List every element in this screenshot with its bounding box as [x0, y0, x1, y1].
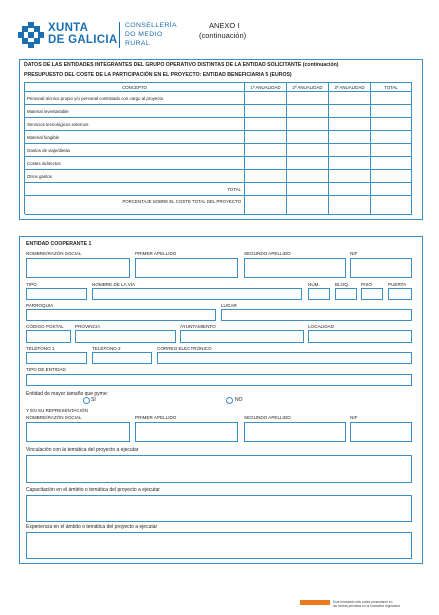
nif-field[interactable] — [350, 258, 412, 278]
num-field[interactable] — [308, 288, 330, 300]
telefono1-field[interactable] — [26, 352, 87, 364]
bloq-field[interactable] — [335, 288, 357, 300]
puerta-field[interactable] — [388, 288, 412, 300]
amount-cell[interactable] — [245, 170, 287, 183]
percent-row-label-text: PORCENTAJE SOBRE EL COSTE TOTAL DEL PROYECTO — [122, 199, 241, 204]
provincia-label: PROVINCIA — [75, 324, 101, 329]
amount-cell[interactable] — [329, 118, 371, 131]
section1-title: DATOS DE LAS ENTIDADES INTEGRANTES DEL GRUPO OPERATIVO DISTINTAS DE LA ENTIDAD SOLICITANTE (continuación) — [24, 62, 339, 68]
rep-nombre-field[interactable] — [26, 422, 130, 442]
xunta-logo-icon — [18, 22, 44, 48]
vinculacion-field[interactable] — [26, 455, 412, 483]
column-header-text: 1ª ANUALIDAD — [250, 85, 281, 90]
anexo-subtitle: (continuación) — [199, 31, 247, 40]
amount-cell[interactable] — [245, 144, 287, 157]
apellido1-label: PRIMER APELLIDO — [135, 251, 177, 256]
mayor-pyme-label: Entidad de mayor tamaño que pyme: — [26, 391, 108, 397]
amount-cell[interactable] — [371, 105, 412, 118]
piso-field[interactable] — [361, 288, 383, 300]
concept-row-text: Gastos de viaje/dietas — [27, 148, 71, 153]
amount-cell[interactable] — [287, 131, 329, 144]
rep-apellido1-field[interactable] — [135, 422, 238, 442]
footer-line2: las formas previstas en la normativa reguladora — [333, 604, 401, 608]
provincia-field[interactable] — [75, 330, 176, 343]
column-header-text: CONCEPTO — [122, 85, 147, 90]
representacion-label: Y EN SU REPRESENTACIÓN — [26, 408, 88, 413]
amount-cell[interactable] — [371, 92, 412, 105]
nombre-via-field[interactable] — [92, 288, 302, 300]
column-header — [25, 83, 245, 92]
amount-cell[interactable] — [371, 157, 412, 170]
column-header — [287, 83, 329, 92]
telefono2-field[interactable] — [92, 352, 152, 364]
amount-cell[interactable] — [329, 131, 371, 144]
nombre-label: NOMBRE/RAZÓN SOCIAL — [26, 251, 82, 256]
vinculacion-label: Vinculación con la temática del proyecto a ejecutar — [26, 447, 139, 453]
column-header — [371, 83, 412, 92]
amount-cell[interactable] — [287, 118, 329, 131]
localidad-label: LOCALIDAD — [308, 324, 335, 329]
experiencia-label: Experiencia en el ámbito o temática del proyecto a ejecutar — [26, 524, 158, 530]
percent-cell[interactable] — [287, 196, 329, 215]
rep-nombre-label: NOMBRE/RAZÓN SOCIAL — [26, 415, 82, 420]
tipo-via-field[interactable] — [26, 288, 87, 300]
capacitacion-field[interactable] — [26, 495, 412, 522]
amount-cell[interactable] — [245, 131, 287, 144]
sede-electronica-icon — [300, 600, 330, 605]
rep-apellido2-field[interactable] — [244, 422, 346, 442]
budget-table — [24, 82, 412, 214]
amount-cell[interactable] — [371, 144, 412, 157]
correo-field[interactable] — [157, 352, 412, 364]
concept-row-text: Personal técnico propio y/o personal contratado con cargo al proyecto — [27, 96, 164, 101]
nombre-via-label: NOMBRE DE LA VÍA — [92, 282, 136, 287]
amount-cell[interactable] — [329, 92, 371, 105]
dept-line2: DO MEDIO — [125, 31, 163, 38]
amount-cell[interactable] — [287, 157, 329, 170]
amount-cell[interactable] — [245, 157, 287, 170]
num-label: NÚM. — [308, 282, 320, 287]
rep-nif-field[interactable] — [350, 422, 412, 442]
concept-row — [25, 144, 245, 157]
total-cell[interactable] — [329, 183, 371, 196]
amount-cell[interactable] — [329, 170, 371, 183]
concept-row-text: Servicios tecnológicos externos — [27, 122, 89, 127]
brand-line1: XUNTA — [48, 22, 89, 34]
column-header — [245, 83, 287, 92]
column-header-text: 2ª ANUALIDAD — [292, 85, 323, 90]
amount-cell[interactable] — [371, 170, 412, 183]
percent-cell[interactable] — [371, 196, 412, 215]
amount-cell[interactable] — [329, 105, 371, 118]
capacitacion-label: Capacitación en el ámbito o temática del proyecto a ejecutar — [26, 487, 160, 493]
concept-row — [25, 92, 245, 105]
rep-apellido2-label: SEGUNDO APELLIDO — [244, 415, 291, 420]
piso-label: PISO — [361, 282, 372, 287]
apellido2-label: SEGUNDO APELLIDO — [244, 251, 291, 256]
amount-cell[interactable] — [371, 131, 412, 144]
parroquia-label: PARROQUIA — [26, 303, 54, 308]
anexo-title: ANEXO I — [209, 21, 240, 30]
cp-field[interactable] — [26, 330, 71, 343]
parroquia-field[interactable] — [26, 309, 216, 321]
total-cell[interactable] — [287, 183, 329, 196]
cp-label: CÓDIGO POSTAL — [26, 324, 64, 329]
lugar-label: LUGAR — [221, 303, 237, 308]
concept-row — [25, 157, 245, 170]
amount-cell[interactable] — [329, 144, 371, 157]
amount-cell[interactable] — [287, 105, 329, 118]
tipo-entidad-field[interactable] — [26, 374, 412, 386]
no-radio[interactable] — [226, 397, 233, 404]
tipo-label: TIPO — [26, 282, 37, 287]
percent-cell[interactable] — [245, 196, 287, 215]
column-header-text: TOTAL — [384, 85, 398, 90]
apellido1-field[interactable] — [135, 258, 238, 278]
header-divider — [119, 22, 120, 48]
concept-row-text: Costes indirectos — [27, 161, 61, 166]
si-label: SÍ — [91, 397, 96, 403]
percent-cell[interactable] — [329, 196, 371, 215]
tipo-entidad-label: TIPO DE ENTIDAD — [26, 367, 66, 372]
total-cell[interactable] — [371, 183, 412, 196]
concept-row — [25, 105, 245, 118]
concept-row-text: Otros gastos — [27, 174, 52, 179]
percent-row-label — [25, 196, 245, 215]
ayuntamiento-label: AYUNTAMIENTO — [180, 324, 216, 329]
dept-line1: CONSELLERÍA — [125, 22, 177, 29]
concept-row-text: Material inventariable — [27, 109, 69, 114]
footer-line1: Este formulario sólo podrá presentarse en — [333, 600, 393, 604]
apellido2-field[interactable] — [244, 258, 346, 278]
lugar-field[interactable] — [221, 309, 412, 321]
experiencia-field[interactable] — [26, 532, 412, 559]
telefono2-label: TELÉFONO 2 — [92, 346, 121, 351]
nombre-field[interactable] — [26, 258, 130, 278]
concept-row — [25, 170, 245, 183]
column-header — [329, 83, 371, 92]
total-row-label-text: TOTAL — [227, 187, 241, 192]
si-radio[interactable] — [83, 397, 90, 404]
amount-cell[interactable] — [245, 118, 287, 131]
concept-row — [25, 131, 245, 144]
correo-label: CORREO ELECTRÓNICO — [157, 346, 212, 351]
telefono1-label: TELÉFONO 1 — [26, 346, 55, 351]
localidad-field[interactable] — [308, 330, 412, 343]
ayuntamiento-field[interactable] — [180, 330, 304, 343]
nif-label: NIF — [350, 251, 358, 256]
no-label: NO — [235, 397, 243, 403]
total-row-label — [25, 183, 245, 196]
concept-row-text: Material fungible — [27, 135, 60, 140]
amount-cell[interactable] — [287, 170, 329, 183]
rep-nif-label: NIF — [350, 415, 358, 420]
total-cell[interactable] — [245, 183, 287, 196]
amount-cell[interactable] — [371, 118, 412, 131]
amount-cell[interactable] — [329, 157, 371, 170]
dept-line3: RURAL — [125, 40, 151, 47]
section2-title: ENTIDAD COOPERANTE 1 — [26, 241, 92, 247]
concept-row — [25, 118, 245, 131]
amount-cell[interactable] — [287, 144, 329, 157]
rep-apellido1-label: PRIMER APELLIDO — [135, 415, 177, 420]
amount-cell[interactable] — [287, 92, 329, 105]
amount-cell[interactable] — [245, 105, 287, 118]
bloq-label: BLOQ. — [335, 282, 350, 287]
puerta-label: PUERTA — [388, 282, 407, 287]
column-header-text: 3ª ANUALIDAD — [334, 85, 365, 90]
amount-cell[interactable] — [245, 92, 287, 105]
section1-subtitle: PRESUPUESTO DEL COSTE DE LA PARTICIPACIÓN EN EL PROYECTO: ENTIDAD BENEFICIARIA 5 (EUROS) — [24, 72, 292, 78]
brand-line2: DE GALICIA — [48, 34, 118, 46]
